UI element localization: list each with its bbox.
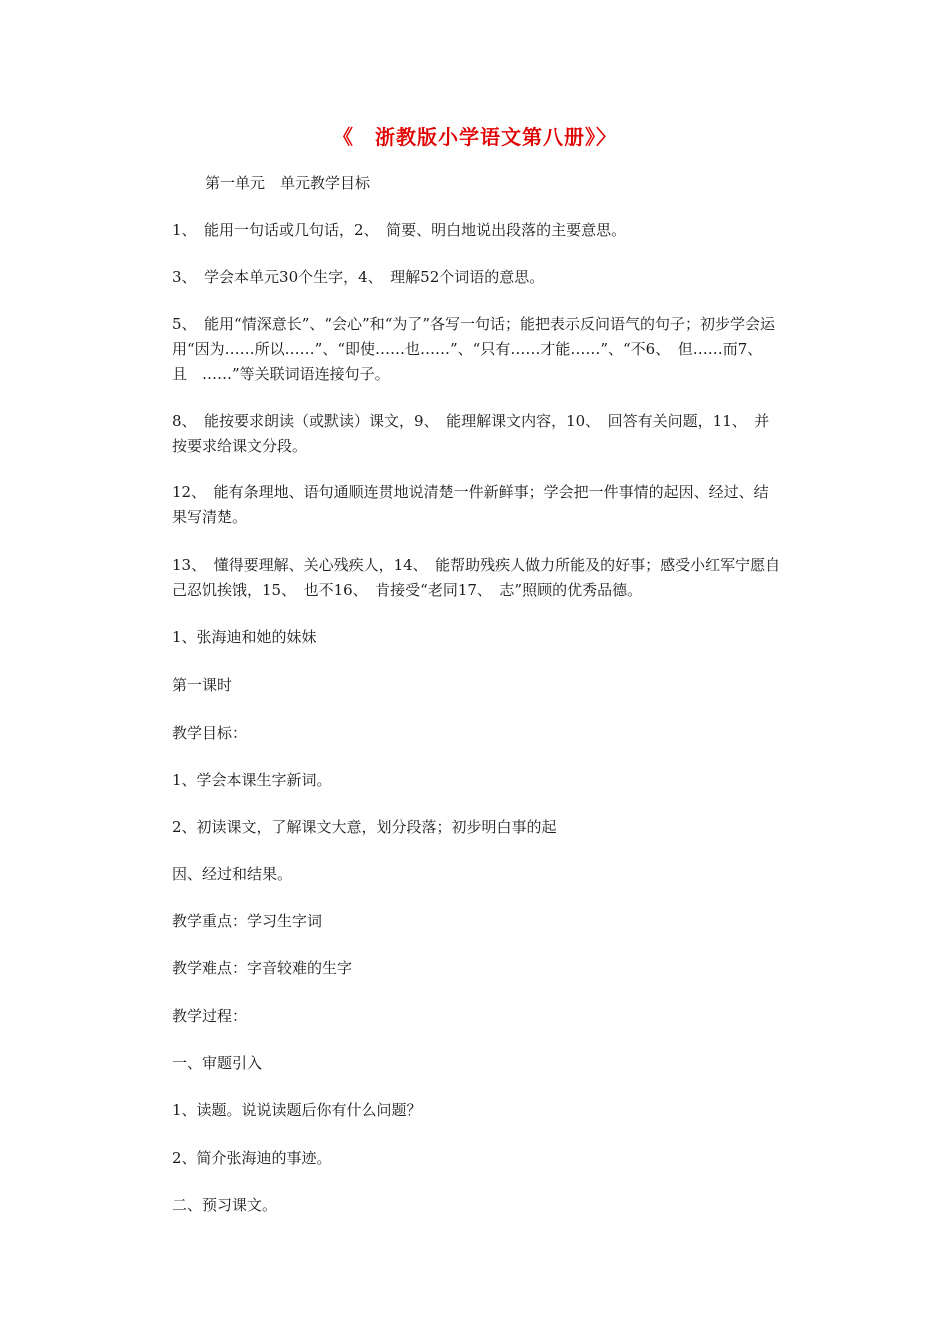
goal-1: 1、学会本课生字新词。 xyxy=(172,771,332,789)
unit-heading: 第一单元 单元教学目标 xyxy=(205,174,371,192)
teaching-goals-label: 教学目标： xyxy=(172,724,248,742)
paragraph-3: 5、 能用“情深意长”、“会心”和“为了”各写一句话；能把表示反问语气的句子；初步学会运用“因为……所以……”、“即使……也……”、“只有……才能……”、“不6、 但……而7、 且 ……”等关联词语连接句子。 xyxy=(172,315,776,383)
goal-2: 2、初读课文，了解课文大意，划分段落；初步明白事的起 xyxy=(172,818,557,836)
paragraph-2: 3、 学会本单元30个生字，4、 理解52个词语的意思。 xyxy=(172,268,545,286)
step-2: 2、简介张海迪的事迹。 xyxy=(172,1149,332,1167)
teaching-focus: 教学重点：学习生字词 xyxy=(172,912,323,930)
document-title: 《 浙教版小学语文第八册》〉 xyxy=(333,125,617,149)
lesson-period: 第一课时 xyxy=(172,676,233,694)
section-one-heading: 一、审题引入 xyxy=(172,1054,263,1072)
step-1: 1、读题。说说读题后你有什么问题？ xyxy=(172,1101,422,1119)
paragraph-6: 13、 懂得要理解、关心残疾人，14、 能帮助残疾人做力所能及的好事；感受小红军宁愿自己忍饥挨饿，15、 也不16、 肯接受“老同17、 志”照顾的优秀品德。 xyxy=(172,556,781,599)
teaching-process-label: 教学过程： xyxy=(172,1007,248,1025)
goal-2-continued: 因、经过和结果。 xyxy=(172,865,293,883)
paragraph-4: 8、 能按要求朗读（或默读）课文，9、 能理解课文内容，10、 回答有关问题，11、 并按要求给课文分段。 xyxy=(172,412,770,455)
paragraph-1: 1、 能用一句话或几句话，2、 简要、明白地说出段落的主要意思。 xyxy=(172,221,627,239)
lesson-title: 1、张海迪和她的妹妹 xyxy=(172,628,317,646)
paragraph-5: 12、 能有条理地、语句通顺连贯地说清楚一件新鲜事；学会把一件事情的起因、经过、结果写清楚。 xyxy=(172,483,769,526)
teaching-difficulty: 教学难点：字音较难的生字 xyxy=(172,959,353,977)
section-two-heading: 二、预习课文。 xyxy=(172,1196,278,1214)
